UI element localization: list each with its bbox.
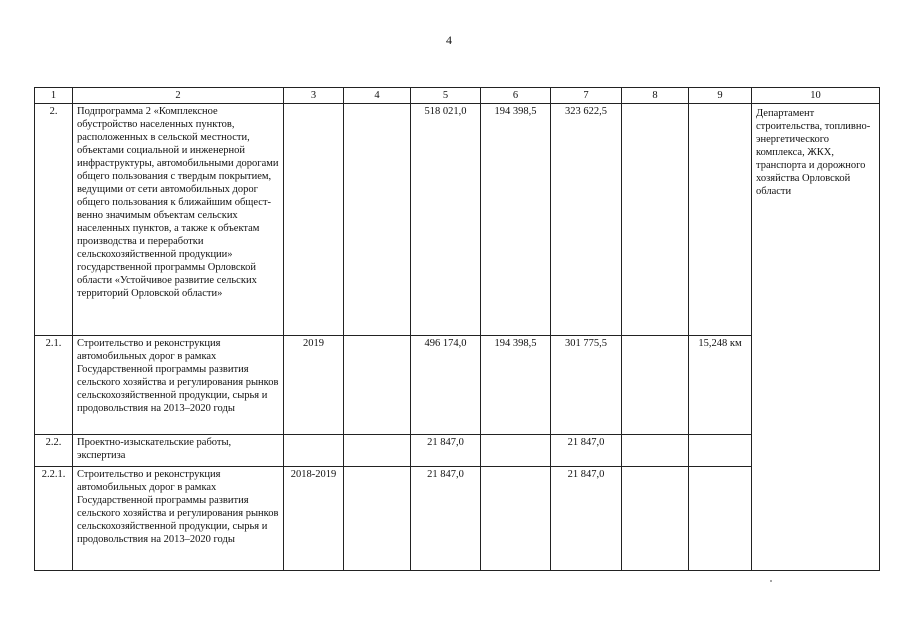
cell-col5: 496 174,0 [411,336,481,435]
row-number: 2. [35,104,73,336]
cell-col3: 2019 [284,336,344,435]
data-table [34,87,880,571]
cell-col3 [284,104,344,336]
cell-col8 [622,435,689,467]
cell-col6: 194 398,5 [481,336,551,435]
cell-col9 [689,104,752,336]
column-header: 10 [752,88,880,104]
cell-col9 [689,467,752,571]
cell-col6: 194 398,5 [481,104,551,336]
cell-col7: 323 622,5 [551,104,622,336]
cell-col9: 15,248 км [689,336,752,435]
row-number: 2.1. [35,336,73,435]
column-header: 3 [284,88,344,104]
cell-col7: 21 847,0 [551,467,622,571]
column-header: 4 [344,88,411,104]
cell-col8 [622,336,689,435]
row-name: Строительство и реконструкция автомобильных дорог в рамках Государственной программы развития сельского хозяйства и регулирования рынков сельскохозяйственной продукции, сырья и продовольствия на 2013–2020 годы [73,467,284,571]
cell-col4 [344,104,411,336]
cell-col8 [622,467,689,571]
cell-col4 [344,467,411,571]
page-number: 4 [446,33,452,47]
table-row [35,104,880,336]
cell-col5: 21 847,0 [411,467,481,571]
cell-col5: 518 021,0 [411,104,481,336]
column-header: 9 [689,88,752,104]
cell-col9 [689,435,752,467]
cell-col3: 2018-2019 [284,467,344,571]
row-name: Подпрограмма 2 «Комплексное обустройство населенных пунктов, расположенных в сельской местности, объектами социальной и инженерной инфраструктуры, автомобильными дорогами общего пользования с твердым покрытием, ведущими от сети автомобильных дорог общего пользования к ближайшим общест-венно значимым объектам сельских населенных пунктов, а также к объектам производства и переработки сельскохозяйственной продукции» государственной программы Орловской области «Устойчивое развитие сельских территорий Орловской области» [73,104,284,336]
cell-col6 [481,435,551,467]
column-header: 8 [622,88,689,104]
column-header: 5 [411,88,481,104]
row-number: 2.2. [35,435,73,467]
responsible-department: Департамент строительства, топливно-энергетического комплекса, ЖКХ, транспорта и дорожного хозяйства Орловской области [752,104,880,571]
cell-col7: 21 847,0 [551,435,622,467]
cell-col7: 301 775,5 [551,336,622,435]
cell-col3 [284,435,344,467]
column-header: 7 [551,88,622,104]
cell-col4 [344,336,411,435]
column-header: 2 [73,88,284,104]
scan-speck [770,580,772,582]
row-number: 2.2.1. [35,467,73,571]
column-header: 1 [35,88,73,104]
table-header-row [35,88,880,104]
cell-col6 [481,467,551,571]
column-header: 6 [481,88,551,104]
row-name: Проектно-изыскательские работы, экспертиза [73,435,284,467]
row-name: Строительство и реконструкция автомобильных дорог в рамках Государственной программы развития сельского хозяйства и регулирования рынков сельскохозяйственной продукции, сырья и продовольствия на 2013–2020 годы [73,336,284,435]
cell-col8 [622,104,689,336]
cell-col4 [344,435,411,467]
cell-col5: 21 847,0 [411,435,481,467]
